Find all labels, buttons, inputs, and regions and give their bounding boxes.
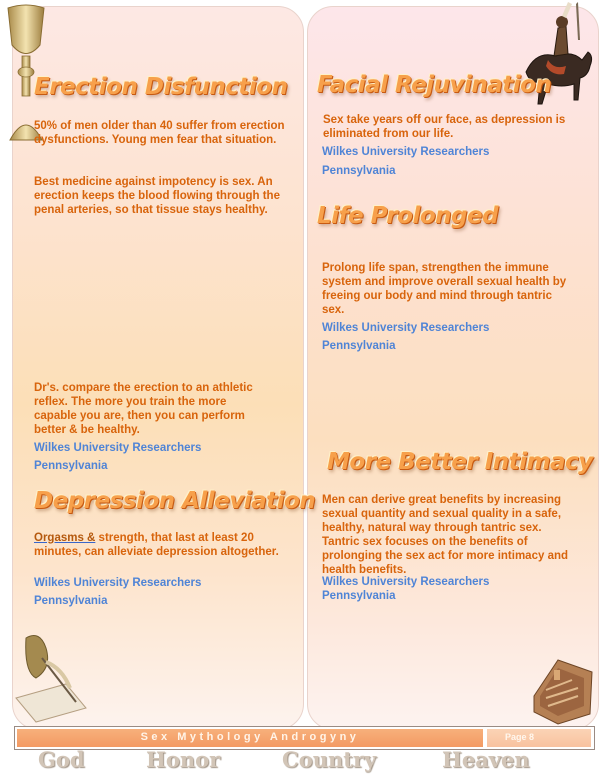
life-credit-university: Wilkes University Researchers xyxy=(322,322,490,334)
life-heading: Life Prolonged xyxy=(317,203,499,229)
motto-honor: Honor xyxy=(146,747,221,772)
erection-credit-university: Wilkes University Researchers xyxy=(34,442,202,454)
erection-paragraph-3: Dr's. compare the erection to an athletic reflex. The more you train the more capable you are, then you can perform better & be healthy. xyxy=(34,382,253,436)
facial-credit-state: Pennsylvania xyxy=(322,165,396,177)
temple-ruins-image xyxy=(528,650,598,728)
intimacy-credit-university: Wilkes University Researchers xyxy=(322,576,490,588)
depression-credit-university: Wilkes University Researchers xyxy=(34,577,202,589)
facial-paragraph: Sex take years off our face, as depression is eliminated from our life. xyxy=(323,114,566,140)
motto-god: God xyxy=(38,747,85,772)
footer-page-box xyxy=(487,729,591,747)
erection-paragraph-2: Best medicine against impotency is sex. An erection keeps the blood flowing through the penal arteries, so that tissue stays healthy. xyxy=(34,176,280,216)
intimacy-paragraph: Men can derive great benefits by increasing sexual quantity and sexual quality in a safe, healthy, natural way through tantric sex. Tantric sex focuses on the benefits of prolonging the sex act for more intimacy and health benefits. xyxy=(322,494,569,576)
depression-heading: Depression Alleviation xyxy=(34,488,316,514)
intimacy-credit-state: Pennsylvania xyxy=(322,590,396,602)
depression-text: strength, that last at least 20 minutes, can alleviate depression altogether. xyxy=(34,532,279,558)
erection-credit-state: Pennsylvania xyxy=(34,460,108,472)
depression-credit-state: Pennsylvania xyxy=(34,595,108,607)
erection-heading: Erection Disfunction xyxy=(34,74,288,100)
knight-on-horse-image xyxy=(518,0,600,118)
scroll-and-quill-image xyxy=(6,628,92,724)
facial-heading: Facial Rejuvination xyxy=(317,72,552,98)
motto-country: Country xyxy=(282,747,377,772)
motto-heaven: Heaven xyxy=(442,747,530,772)
footer-title: Sex Mythology Androgyny xyxy=(140,731,360,743)
erection-paragraph-1: 50% of men older than 40 suffer from erection dysfunctions. Young men fear that situation. xyxy=(34,120,285,146)
footer-title-band xyxy=(17,729,483,747)
left-column-panel xyxy=(12,6,304,730)
life-credit-state: Pennsylvania xyxy=(322,340,396,352)
life-paragraph: Prolong life span, strengthen the immune system and improve overall sexual health by freeing our body and mind through tantric sex. xyxy=(322,262,567,316)
facial-credit-university: Wilkes University Researchers xyxy=(322,146,490,158)
page-number: Page 8 xyxy=(505,732,535,742)
depression-paragraph xyxy=(34,531,279,559)
orgasms-link-text: Orgasms & xyxy=(34,532,96,544)
intimacy-heading: More Better Intimacy xyxy=(327,449,593,475)
